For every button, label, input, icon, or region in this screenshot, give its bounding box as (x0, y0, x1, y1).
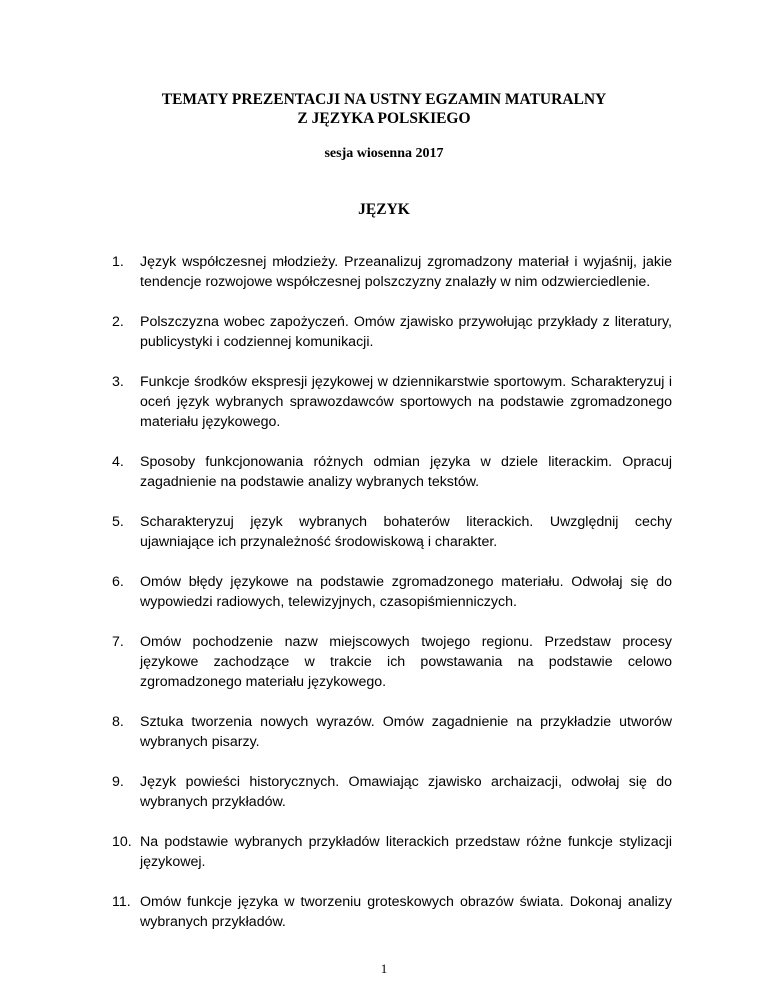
topic-number: 9. (112, 774, 124, 790)
topic-text: Na podstawie wybranych przykładów literackich przedstaw różne funkcje stylizacji językowej. (140, 834, 672, 870)
topic-text: Omów funkcje języka w tworzeniu groteskowych obrazów świata. Dokonaj analizy wybranych przykładów. (140, 894, 672, 930)
topic-item (112, 632, 672, 692)
topic-number: 1. (112, 254, 124, 270)
topic-item (112, 512, 672, 552)
topic-number: 4. (112, 454, 124, 470)
topic-text: Sztuka tworzenia nowych wyrazów. Omów zagadnienie na przykładzie utworów wybranych pisarzy. (140, 714, 672, 750)
topic-text: Sposoby funkcjonowania różnych odmian języka w dziele literackim. Opracuj zagadnienie na podstawie analizy wybranych tekstów. (140, 454, 672, 490)
topic-item (112, 712, 672, 752)
topic-item (112, 452, 672, 492)
topic-item (112, 832, 672, 872)
session-label: sesja wiosenna 2017 (324, 146, 444, 161)
topic-number: 11. (112, 894, 131, 910)
topic-text: Język powieści historycznych. Omawiając zjawisko archaizacji, odwołaj się do wybranych przykładów. (140, 774, 672, 810)
topic-number: 3. (112, 374, 124, 390)
topic-text: Scharakteryzuj język wybranych bohaterów literackich. Uwzględnij cechy ujawniające ich przynależność środowiskową i charakter. (140, 514, 672, 550)
topic-item (112, 372, 672, 432)
document-title-line-1: TEMATY PREZENTACJI NA USTNY EGZAMIN MATURALNY (161, 91, 607, 108)
section-heading: JĘZYK (358, 201, 410, 218)
topic-item (112, 572, 672, 612)
topic-item (112, 772, 672, 812)
page-number: 1 (380, 961, 388, 976)
topic-item (112, 312, 672, 352)
topic-number: 2. (112, 314, 124, 330)
topic-item (112, 892, 672, 932)
topic-list (112, 252, 672, 952)
topic-text: Polszczyzna wobec zapożyczeń. Omów zjawisko przywołując przykłady z literatury, publicystyki i codziennej komunikacji. (140, 314, 672, 350)
topic-number: 8. (112, 714, 124, 730)
topic-text: Omów pochodzenie nazw miejscowych twojego regionu. Przedstaw procesy językowe zachodzące w trakcie ich powstawania na podstawie celowo zgromadzonego materiału językowego. (140, 634, 672, 690)
document-title-line-2: Z JĘZYKA POLSKIEGO (297, 110, 471, 127)
topic-text: Omów błędy językowe na podstawie zgromadzonego materiału. Odwołaj się do wypowiedzi radiowych, telewizyjnych, czasopiśmienniczych. (140, 574, 672, 610)
topic-number: 7. (112, 634, 124, 650)
topic-number: 6. (112, 574, 124, 590)
topic-text: Język współczesnej młodzieży. Przeanalizuj zgromadzony materiał i wyjaśnij, jakie tendencje rozwojowe współczesnej polszczyzny znalazły w nim odzwierciedlenie. (140, 254, 672, 290)
topic-number: 10. (112, 834, 132, 850)
topic-number: 5. (112, 514, 124, 530)
topic-text: Funkcje środków ekspresji językowej w dziennikarstwie sportowym. Scharakteryzuj i oceń język wybranych sprawozdawców sportowych na podstawie zgromadzonego materiału językowego. (140, 374, 672, 430)
topic-item (112, 252, 672, 292)
